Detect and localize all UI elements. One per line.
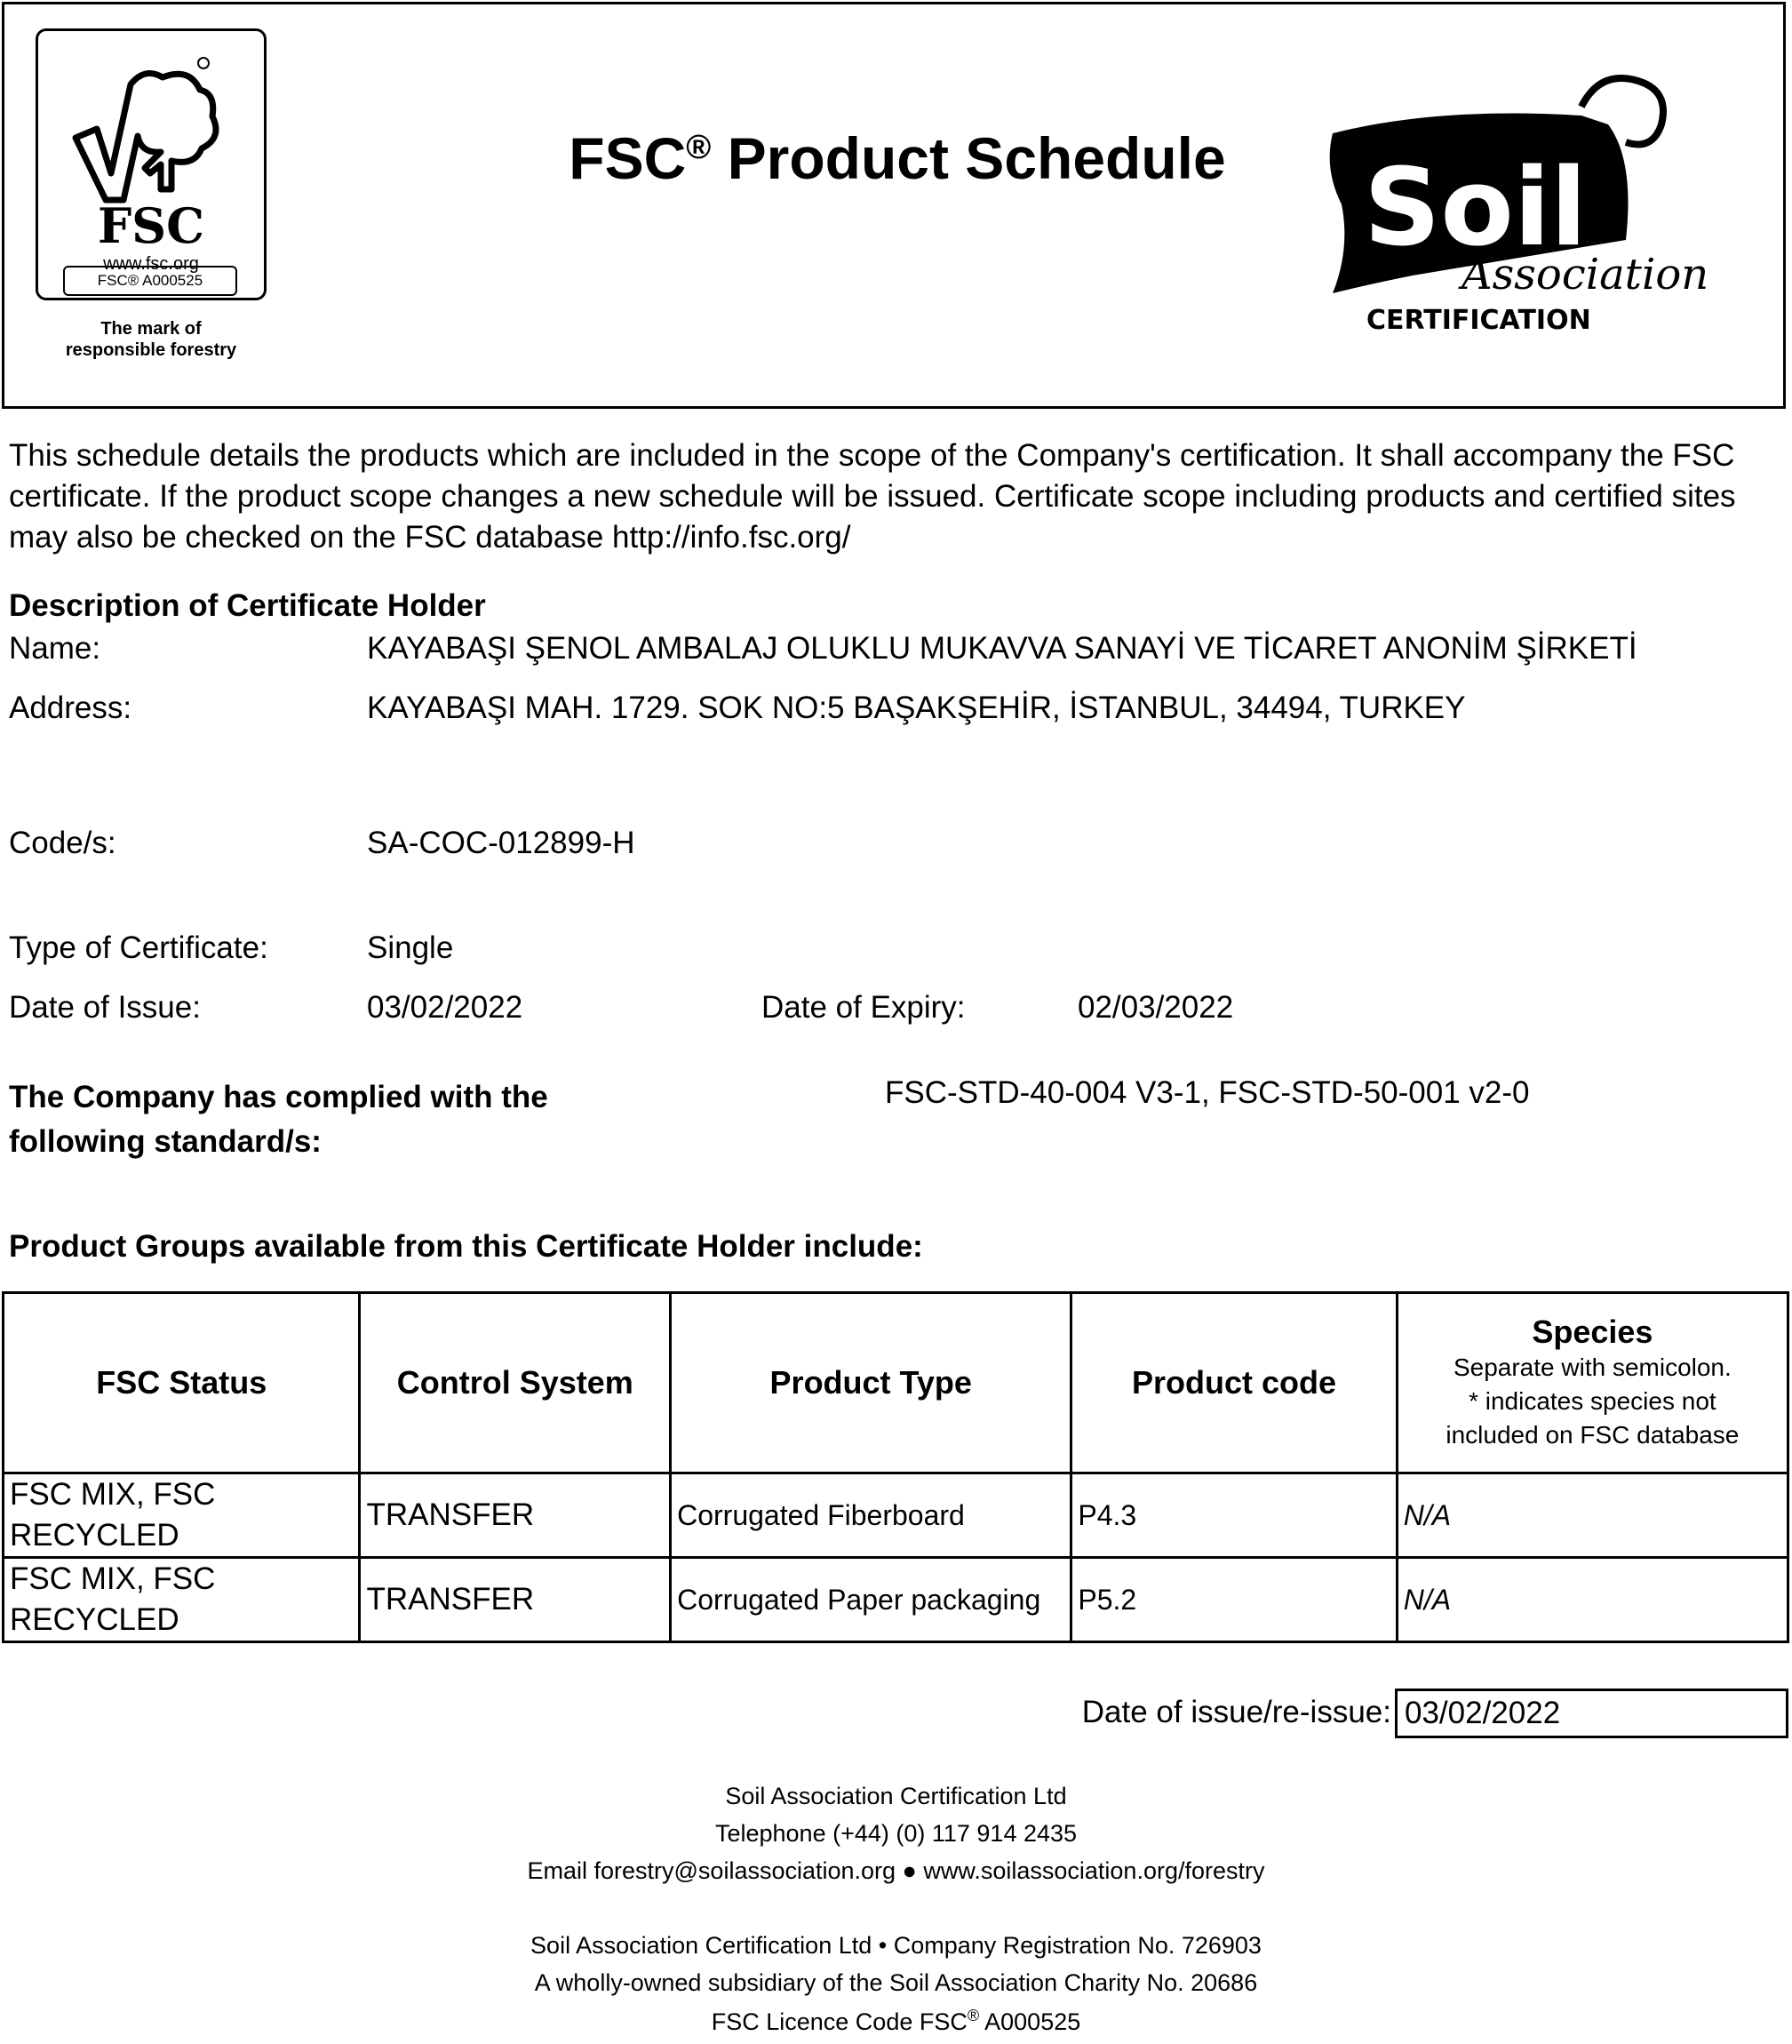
standards-label-line1: The Company has complied with the <box>9 1080 548 1114</box>
page-title <box>498 124 1297 192</box>
footer-email: Email forestry@soilassociation.org ● www.soilassociation.org/forestry <box>527 1857 1265 1884</box>
footer-registration: Soil Association Certification Ltd • Company Registration No. 726903 <box>530 1932 1262 1959</box>
cell-fsc-status <box>4 1473 360 1558</box>
standards-label-line2: following standard/s: <box>9 1124 322 1159</box>
footer-telephone: Telephone (+44) (0) 117 914 2435 <box>714 1820 1078 1847</box>
holder-heading: Description of Certificate Holder <box>9 588 486 623</box>
soil-logo-script: Association <box>1461 250 1709 299</box>
table-row <box>4 1473 1788 1558</box>
cell-status-line2: RECYCLED <box>10 1602 179 1637</box>
cell-product-type: Corrugated Paper packaging <box>671 1558 1071 1642</box>
col-control-system: Control System <box>360 1293 671 1473</box>
page-title-reg: ® <box>686 129 712 166</box>
type-label: Type of Certificate: <box>9 930 268 965</box>
col-species-sub3: included on FSC database <box>1446 1421 1740 1449</box>
footer-charity: A wholly-owned subsidiary of the Soil Association Charity No. 20686 <box>534 1969 1258 1996</box>
cell-product-code: P5.2 <box>1071 1558 1397 1642</box>
name-label: Name: <box>9 631 101 666</box>
product-table <box>2 1291 1789 1643</box>
footer-licence-b: A000525 <box>979 2008 1081 2035</box>
type-value: Single <box>367 930 454 965</box>
page-title-fsc: FSC <box>569 125 687 191</box>
standards-value: FSC-STD-40-004 V3-1, FSC-STD-50-001 v2-0 <box>885 1075 1530 1110</box>
fsc-mark-line2: responsible forestry <box>65 340 237 360</box>
fsc-logo <box>36 28 267 300</box>
fsc-logo-url: www.fsc.org <box>103 254 199 274</box>
product-groups-heading: Product Groups available from this Certificate Holder include: <box>9 1229 923 1264</box>
page-title-rest: Product Schedule <box>711 125 1226 191</box>
fsc-mark-caption <box>36 318 267 361</box>
table-header-row <box>4 1293 1788 1473</box>
col-species <box>1397 1293 1788 1473</box>
fsc-tree-icon <box>38 31 264 298</box>
fsc-logo-brand: FSC <box>97 197 205 254</box>
address-label: Address: <box>9 691 132 725</box>
code-label: Code/s: <box>9 826 116 860</box>
soil-association-logo <box>1315 71 1741 338</box>
footer-company: Soil Association Certification Ltd <box>725 1783 1067 1809</box>
col-species-sub2: * indicates species not <box>1469 1387 1716 1415</box>
col-species-title: Species <box>1532 1313 1653 1350</box>
cell-status-line1: FSC MIX, FSC <box>10 1561 216 1596</box>
cell-product-code: P4.3 <box>1071 1473 1397 1558</box>
intro-paragraph: This schedule details the products which are included in the scope of the Company's certification. It shall accompany the FSC certificate. If the product scope changes a new schedule will be issued. Certificate scope including products and certified sites may also be checked on the FSC database http://info.fsc.org/ <box>9 438 1736 555</box>
fsc-logo-code: FSC® A000525 <box>63 266 237 296</box>
standards-label <box>9 1075 548 1164</box>
code-value: SA-COC-012899-H <box>367 826 635 860</box>
cell-product-type: Corrugated Fiberboard <box>671 1473 1071 1558</box>
name-value: KAYABAŞI ŞENOL AMBALAJ OLUKLU MUKAVVA SANAYİ VE TİCARET ANONİM ŞİRKETİ <box>367 631 1637 666</box>
col-product-code: Product code <box>1071 1293 1397 1473</box>
soil-logo-sub: CERTIFICATION <box>1366 305 1591 336</box>
table-row <box>4 1558 1788 1642</box>
footer-licence-reg: ® <box>967 2007 980 2024</box>
col-product-type: Product Type <box>671 1293 1071 1473</box>
cell-species: N/A <box>1397 1473 1788 1558</box>
cell-control-system: TRANSFER <box>360 1558 671 1642</box>
cell-status-line1: FSC MIX, FSC <box>10 1477 216 1512</box>
reissue-date-field: 03/02/2022 <box>1395 1689 1788 1738</box>
cell-control-system: TRANSFER <box>360 1473 671 1558</box>
fsc-mark-line1: The mark of <box>100 319 202 339</box>
cell-status-line2: RECYCLED <box>10 1518 179 1553</box>
reissue-label: Date of issue/re-issue: <box>1081 1695 1391 1729</box>
address-value: KAYABAŞI MAH. 1729. SOK NO:5 BAŞAKŞEHİR, İSTANBUL, 34494, TURKEY <box>367 691 1466 725</box>
issue-date-value: 03/02/2022 <box>367 990 523 1025</box>
soil-logo-word: Soil <box>1364 147 1588 270</box>
col-species-sub1: Separate with semicolon. <box>1453 1353 1732 1381</box>
expiry-date-value: 02/03/2022 <box>1078 990 1234 1025</box>
cell-species: N/A <box>1397 1558 1788 1642</box>
footer-licence-a: FSC Licence Code FSC <box>711 2008 968 2035</box>
soil-brush-icon <box>1315 71 1741 338</box>
cell-fsc-status <box>4 1558 360 1642</box>
col-fsc-status: FSC Status <box>4 1293 360 1473</box>
issue-date-label: Date of Issue: <box>9 990 201 1025</box>
expiry-date-label: Date of Expiry: <box>761 990 966 1025</box>
footer-licence <box>0 2007 1792 2036</box>
